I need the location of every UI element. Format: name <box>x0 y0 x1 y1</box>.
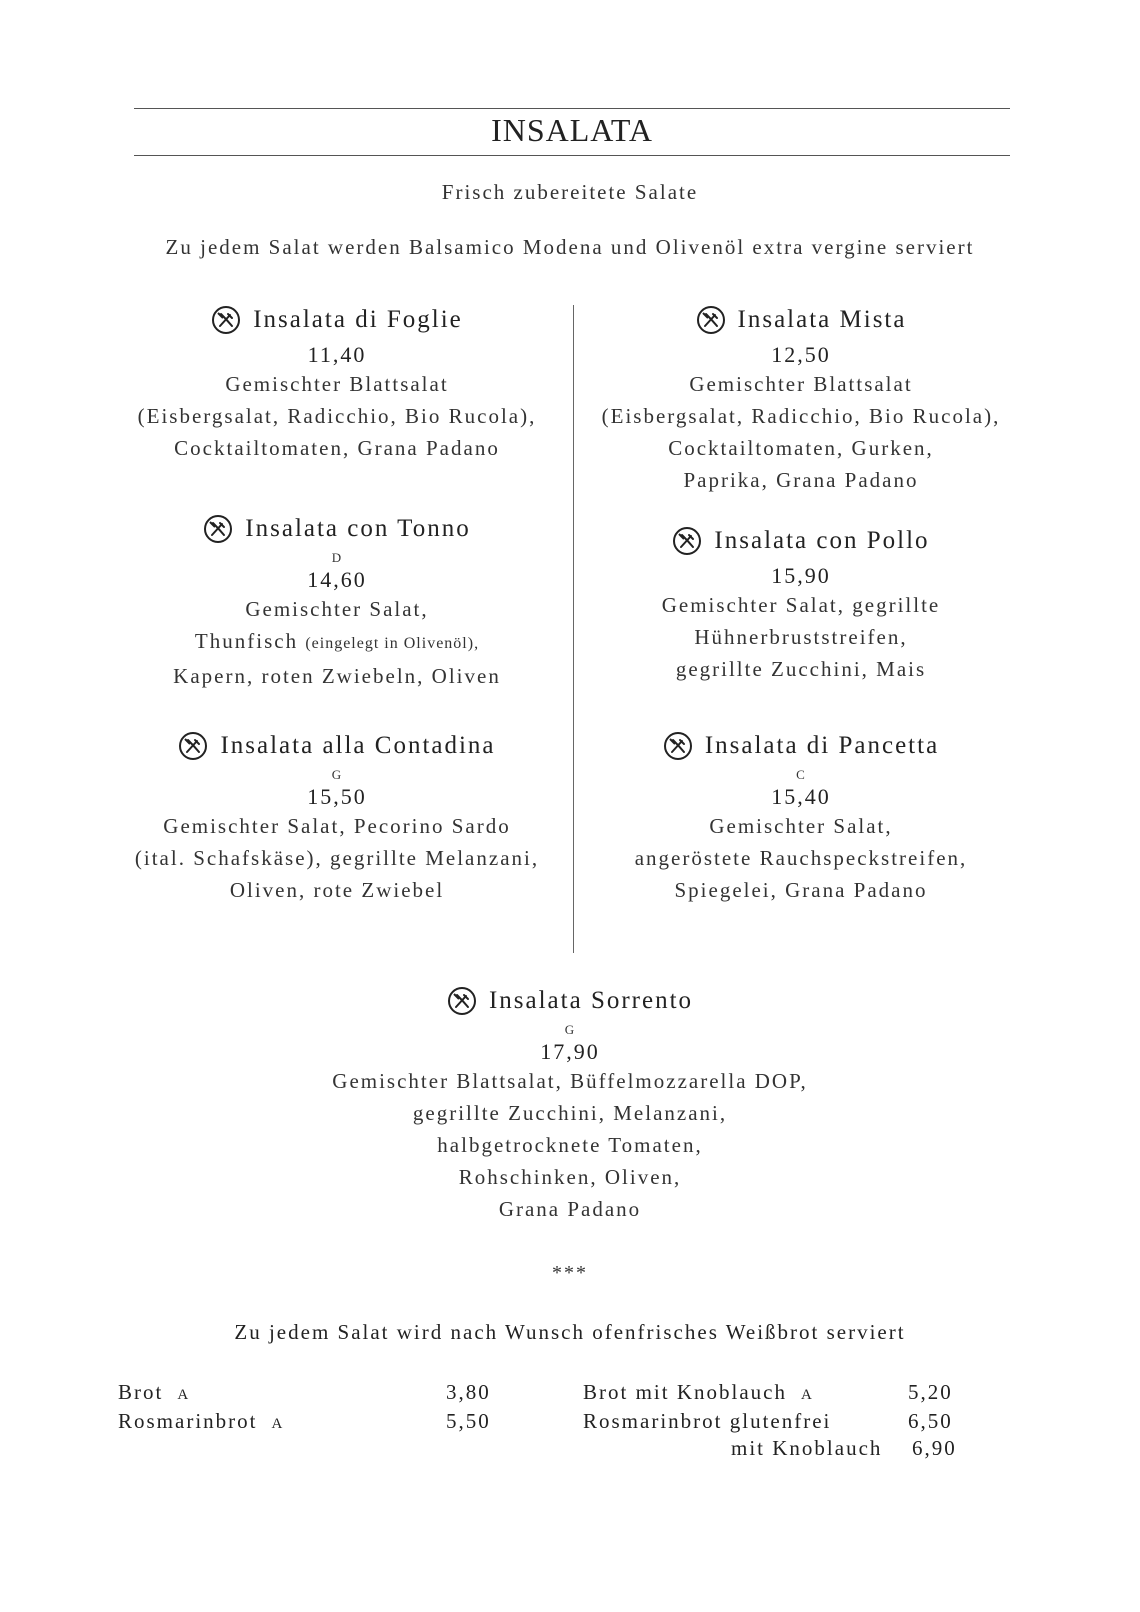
no-cutlery-icon <box>447 986 477 1016</box>
dish-insalata-sorrento <box>300 984 840 1225</box>
desc-line: Gemischter Salat, <box>245 597 429 621</box>
desc-line: Gemischter Blattsalat <box>225 372 449 396</box>
dish-description <box>596 368 1006 496</box>
title-underline <box>134 155 1010 156</box>
no-cutlery-icon <box>672 526 702 556</box>
dish-insalata-con-tonno <box>134 512 540 692</box>
dish-price: 14,60 <box>307 567 367 592</box>
dish-price: 15,90 <box>771 563 831 588</box>
dish-name: Insalata alla Contadina <box>220 732 496 759</box>
separator-stars: *** <box>552 1262 588 1284</box>
dish-description <box>596 810 1006 906</box>
dish-description <box>134 810 540 906</box>
no-cutlery-icon <box>178 731 208 761</box>
dish-price: 15,40 <box>771 784 831 809</box>
bread-item-price: 5,20 <box>908 1380 953 1404</box>
bread-item-name: Brot A <box>118 1380 190 1404</box>
bread-item-price: 3,80 <box>446 1380 491 1404</box>
dressing-note: Zu jedem Salat werden Balsamico Modena und Olivenöl extra vergine serviert <box>165 235 975 259</box>
no-cutlery-icon <box>663 731 693 761</box>
bread-item-price: 6,50 <box>908 1409 953 1433</box>
dish-description <box>134 593 540 692</box>
bread-item-price: 5,50 <box>446 1409 491 1433</box>
desc-line: Paprika, Grana Padano <box>683 468 919 492</box>
desc-line: Cocktailtomaten, Gurken, <box>668 436 934 460</box>
bread-item-name: Brot mit Knoblauch A <box>583 1380 813 1404</box>
allergen-code: A <box>271 1416 284 1432</box>
column-divider <box>573 305 574 953</box>
no-cutlery-icon <box>203 514 233 544</box>
page-title: INSALATA <box>491 112 653 148</box>
allergen-code: C <box>796 767 806 782</box>
dish-description <box>134 368 540 464</box>
dish-insalata-di-pancetta <box>596 729 1006 906</box>
desc-line: Rohschinken, Oliven, <box>458 1165 682 1189</box>
desc-line: Grana Padano <box>498 1197 642 1221</box>
dish-name: Insalata Sorrento <box>488 987 694 1014</box>
dish-description <box>596 589 1006 685</box>
desc-line: gegrillte Zucchini, Mais <box>675 657 927 681</box>
desc-line: (Eisbergsalat, Radicchio, Bio Rucola), <box>601 404 1001 428</box>
allergen-code: G <box>331 767 343 782</box>
dish-name: Insalata di Foglie <box>253 306 463 333</box>
dish-price: 15,50 <box>307 784 367 809</box>
desc-line: halbgetrocknete Tomaten, <box>437 1133 703 1157</box>
dish-price: 17,90 <box>540 1039 600 1064</box>
dish-name: Insalata con Pollo <box>714 527 930 554</box>
desc-line: Gemischter Blattsalat, Büffelmozzarella DOP, <box>332 1069 808 1093</box>
desc-line: Gemischter Salat, <box>709 814 893 838</box>
top-rule <box>134 108 1010 109</box>
desc-line: (Eisbergsalat, Radicchio, Bio Rucola), <box>137 404 537 428</box>
dish-insalata-con-pollo <box>596 524 1006 685</box>
dish-name: Insalata con Tonno <box>245 515 471 542</box>
desc-line: (ital. Schafskäse), gegrillte Melanzani, <box>134 846 540 870</box>
allergen-code: G <box>564 1022 576 1037</box>
dish-insalata-mista <box>596 303 1006 496</box>
desc-line: angeröstete Rauchspeckstreifen, <box>634 846 968 870</box>
desc-line: Thunfisch (eingelegt in Olivenöl), <box>194 629 480 653</box>
no-cutlery-icon <box>211 305 241 335</box>
bread-item-name: Rosmarinbrot A <box>118 1409 284 1433</box>
dish-description <box>300 1065 840 1225</box>
desc-line: Kapern, roten Zwiebeln, Oliven <box>173 664 501 688</box>
desc-line: Gemischter Blattsalat <box>689 372 913 396</box>
allergen-code: A <box>177 1387 190 1403</box>
desc-line: Cocktailtomaten, Grana Padano <box>174 436 500 460</box>
allergen-code: A <box>800 1387 813 1403</box>
desc-line: Hühnerbruststreifen, <box>694 625 908 649</box>
subtitle: Frisch zubereitete Salate <box>441 180 699 204</box>
desc-line: Gemischter Salat, Pecorino Sardo <box>163 814 511 838</box>
dish-name: Insalata di Pancetta <box>704 732 940 759</box>
bread-item-name: mit Knoblauch <box>731 1436 883 1460</box>
bread-item-price: 6,90 <box>912 1436 957 1460</box>
desc-line: gegrillte Zucchini, Melanzani, <box>412 1101 728 1125</box>
desc-line: Gemischter Salat, gegrillte <box>661 593 941 617</box>
dish-insalata-di-foglie <box>134 303 540 464</box>
dish-price: 12,50 <box>771 342 831 367</box>
dish-price: 11,40 <box>307 342 367 367</box>
bread-note: Zu jedem Salat wird nach Wunsch ofenfrisches Weißbrot serviert <box>234 1320 906 1344</box>
desc-line: Spiegelei, Grana Padano <box>674 878 928 902</box>
allergen-code: D <box>331 550 343 565</box>
dish-insalata-alla-contadina <box>134 729 540 906</box>
bread-item-name: Rosmarinbrot glutenfrei <box>583 1409 832 1433</box>
dish-name: Insalata Mista <box>737 306 907 333</box>
desc-line: Oliven, rote Zwiebel <box>229 878 445 902</box>
no-cutlery-icon <box>696 305 726 335</box>
